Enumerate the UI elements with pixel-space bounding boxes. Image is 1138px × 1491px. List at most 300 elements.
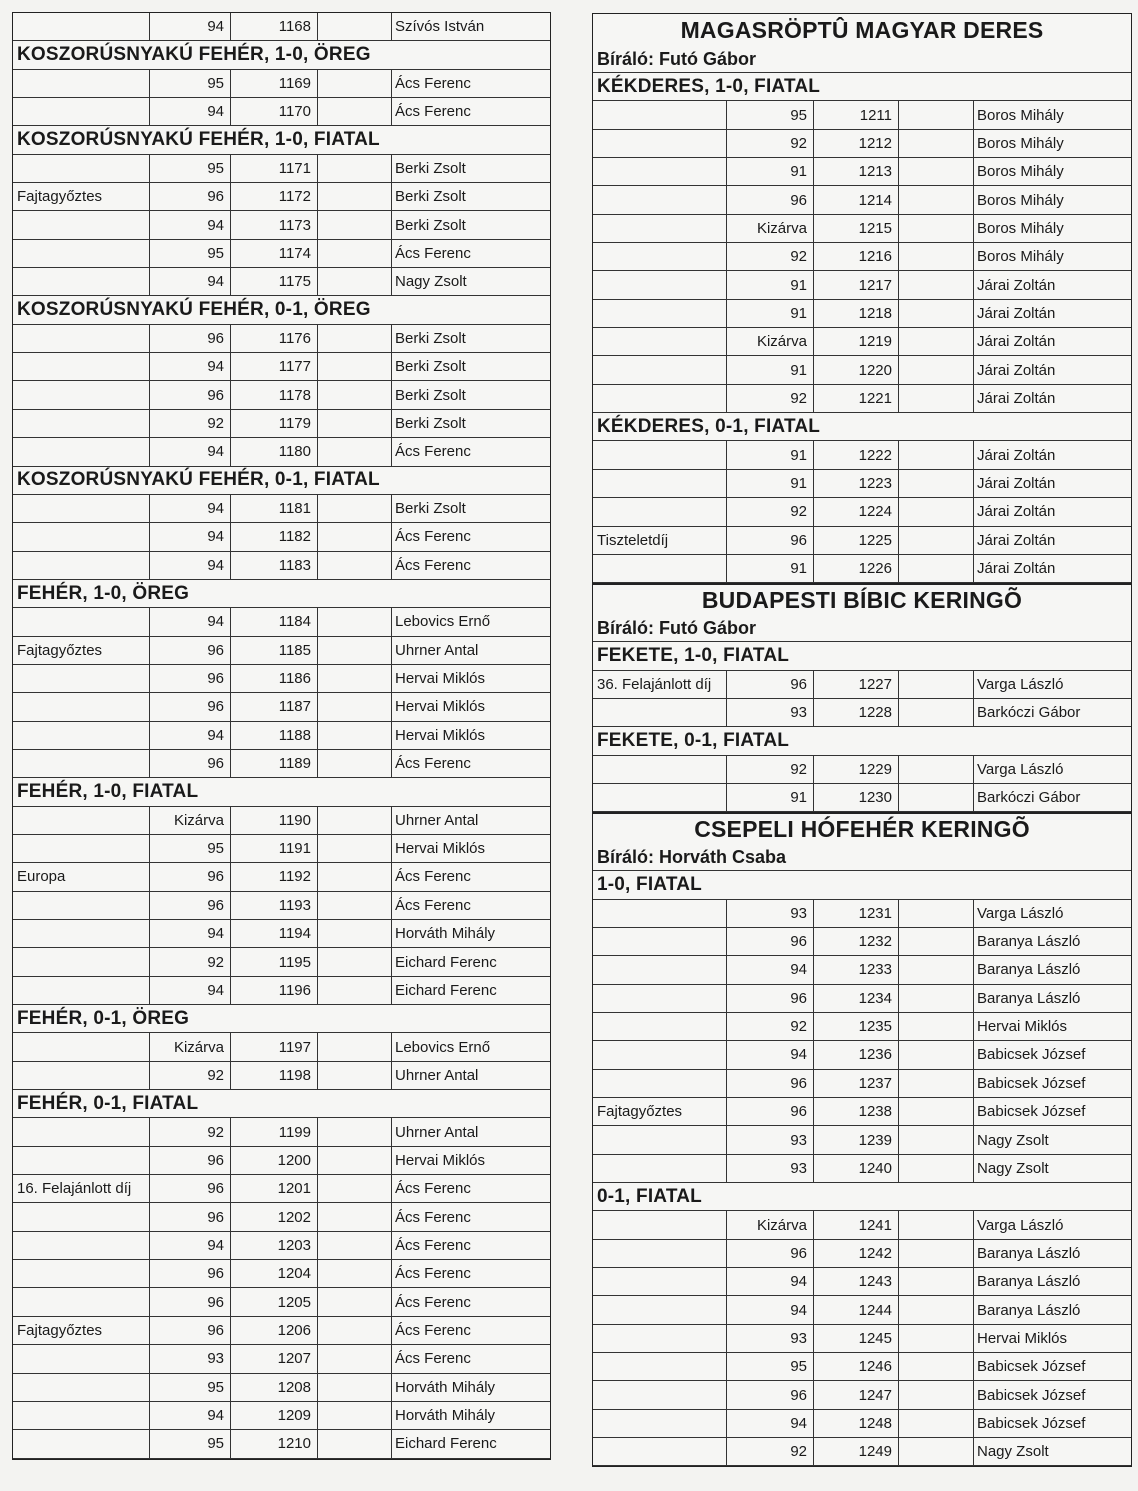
ring-number: 1171 — [278, 159, 311, 177]
owner-name: Uhrner Antal — [395, 641, 479, 659]
ring-number: 1214 — [858, 191, 892, 209]
owner-name: Hervai Miklós — [395, 698, 486, 716]
breed-heading — [593, 812, 1131, 845]
entry-row — [593, 101, 1131, 129]
ring-number: 1197 — [278, 1038, 311, 1056]
entry-row — [593, 243, 1131, 271]
category-heading — [13, 1090, 550, 1118]
owner-name: Uhrner Antal — [395, 1123, 479, 1141]
ring-number: 1233 — [858, 961, 892, 979]
category-heading — [13, 296, 550, 324]
owner-name: Ács Ferenc — [395, 868, 471, 886]
score: 96 — [207, 1265, 224, 1283]
owner-name: Babicsek József — [977, 1358, 1086, 1376]
category-heading — [593, 413, 1131, 441]
category-title: FEKETE, 1-0, FIATAL — [597, 644, 790, 666]
owner-name: Barkóczi Gábor — [977, 704, 1081, 722]
entry-row — [593, 671, 1131, 699]
ring-number: 1178 — [278, 386, 311, 404]
entry-row — [593, 1240, 1131, 1268]
entry-row — [13, 1175, 550, 1203]
award-note: 36. Felajánlott díj — [597, 675, 712, 693]
ring-number: 1201 — [277, 1180, 311, 1198]
judge-line — [593, 47, 1131, 73]
category-heading — [13, 778, 550, 806]
score: 96 — [790, 933, 807, 951]
award-note: Fajtagyőztes — [17, 1321, 103, 1339]
score: 96 — [207, 896, 224, 914]
score: 96 — [790, 675, 807, 693]
ring-number: 1232 — [858, 933, 892, 951]
category-heading — [593, 642, 1131, 670]
owner-name: Járai Zoltán — [977, 560, 1056, 578]
score: 94 — [207, 358, 224, 376]
ring-number: 1177 — [278, 358, 311, 376]
category-heading — [13, 580, 550, 608]
score: 92 — [207, 414, 224, 432]
owner-name: Baranya László — [977, 961, 1081, 979]
owner-name: Uhrner Antal — [395, 1066, 479, 1084]
owner-name: Babicsek József — [977, 1074, 1086, 1092]
entry-row — [593, 130, 1131, 158]
score: 94 — [207, 273, 224, 291]
owner-name: Eichard Ferenc — [395, 981, 497, 999]
entry-row — [13, 948, 550, 976]
owner-name: Berki Zsolt — [395, 358, 466, 376]
entry-row — [13, 1232, 550, 1260]
entry-row — [593, 985, 1131, 1013]
score: 91 — [790, 276, 807, 294]
owner-name: Ács Ferenc — [395, 1293, 471, 1311]
award-note: Fajtagyőztes — [17, 641, 103, 659]
ring-number: 1182 — [278, 528, 311, 546]
ring-number: 1241 — [858, 1216, 892, 1234]
owner-name: Ács Ferenc — [395, 74, 471, 92]
owner-name: Járai Zoltán — [977, 531, 1056, 549]
score: 96 — [790, 1074, 807, 1092]
owner-name: Varga László — [977, 760, 1064, 778]
entry-row — [13, 183, 550, 211]
entry-row — [13, 211, 550, 239]
score: 96 — [207, 755, 224, 773]
entry-row — [593, 356, 1131, 384]
entry-row — [13, 240, 550, 268]
ring-number: 1196 — [278, 981, 311, 999]
category-heading — [13, 467, 550, 495]
judge-name: Bíráló: Horváth Csaba — [597, 847, 787, 868]
owner-name: Berki Zsolt — [395, 329, 466, 347]
owner-name: Varga László — [977, 675, 1064, 693]
ring-number: 1191 — [278, 840, 311, 858]
score: 96 — [790, 1103, 807, 1121]
entry-row — [13, 552, 550, 580]
owner-name: Babicsek József — [977, 1046, 1086, 1064]
category-heading — [593, 727, 1131, 755]
owner-name: Horváth Mihály — [395, 1378, 496, 1396]
entry-row — [13, 807, 550, 835]
score: 96 — [207, 188, 224, 206]
score: 95 — [207, 159, 224, 177]
entry-row — [593, 328, 1131, 356]
ring-number: 1195 — [278, 953, 311, 971]
score: 92 — [790, 760, 807, 778]
breed-heading — [593, 583, 1131, 616]
score: 96 — [207, 1151, 224, 1169]
category-title: FEHÉR, 1-0, ÖREG — [17, 582, 190, 604]
ring-number: 1220 — [858, 361, 892, 379]
owner-name: Ács Ferenc — [395, 896, 471, 914]
entry-row — [13, 1147, 550, 1175]
entry-row — [13, 1317, 550, 1345]
owner-name: Nagy Zsolt — [977, 1159, 1049, 1177]
ring-number: 1193 — [278, 896, 311, 914]
owner-name: Járai Zoltán — [977, 474, 1056, 492]
ring-number: 1249 — [858, 1443, 892, 1461]
ring-number: 1236 — [858, 1046, 892, 1064]
entry-row — [13, 835, 550, 863]
entry-row — [13, 1260, 550, 1288]
ring-number: 1183 — [278, 556, 311, 574]
owner-name: Hervai Miklós — [977, 1018, 1068, 1036]
score: 92 — [207, 1123, 224, 1141]
ring-number: 1225 — [858, 531, 892, 549]
entry-row — [593, 1353, 1131, 1381]
entry-row — [13, 977, 550, 1005]
owner-name: Berki Zsolt — [395, 386, 466, 404]
entry-row — [593, 498, 1131, 526]
score: 91 — [790, 789, 807, 807]
owner-name: Eichard Ferenc — [395, 1435, 497, 1453]
score: 95 — [207, 1378, 224, 1396]
owner-name: Berki Zsolt — [395, 188, 466, 206]
owner-name: Uhrner Antal — [395, 811, 479, 829]
ring-number: 1238 — [858, 1103, 892, 1121]
ring-number: 1228 — [858, 704, 892, 722]
left-results-column — [12, 12, 551, 1460]
ring-number: 1213 — [858, 163, 892, 181]
score: 94 — [790, 1301, 807, 1319]
ring-number: 1227 — [858, 675, 892, 693]
entry-row — [593, 1268, 1131, 1296]
score: 95 — [207, 74, 224, 92]
score: 94 — [207, 500, 224, 518]
score: 92 — [207, 953, 224, 971]
entry-row — [593, 300, 1131, 328]
owner-name: Berki Zsolt — [395, 414, 466, 432]
owner-name: Eichard Ferenc — [395, 953, 497, 971]
owner-name: Berki Zsolt — [395, 159, 466, 177]
owner-name: Babicsek József — [977, 1386, 1086, 1404]
ring-number: 1242 — [858, 1244, 892, 1262]
owner-name: Varga László — [977, 1216, 1064, 1234]
owner-name: Boros Mihály — [977, 191, 1064, 209]
entry-row — [593, 441, 1131, 469]
ring-number: 1185 — [278, 641, 311, 659]
owner-name: Járai Zoltán — [977, 503, 1056, 521]
ring-number: 1209 — [277, 1407, 311, 1425]
score: 94 — [207, 925, 224, 943]
category-title: FEHÉR, 1-0, FIATAL — [17, 780, 199, 802]
ring-number: 1205 — [277, 1293, 311, 1311]
owner-name: Ács Ferenc — [395, 755, 471, 773]
owner-name: Hervai Miklós — [395, 1151, 486, 1169]
entry-row — [593, 699, 1131, 727]
owner-name: Hervai Miklós — [395, 726, 486, 744]
entry-row — [593, 900, 1131, 928]
entry-row — [13, 1118, 550, 1146]
category-title: 1-0, FIATAL — [597, 873, 702, 895]
category-title: 0-1, FIATAL — [597, 1185, 702, 1207]
entry-row — [13, 1345, 550, 1373]
ring-number: 1187 — [278, 698, 311, 716]
entry-row — [593, 385, 1131, 413]
score: 93 — [790, 1131, 807, 1149]
ring-number: 1210 — [277, 1435, 311, 1453]
entry-row — [13, 722, 550, 750]
category-heading — [593, 1183, 1131, 1211]
right-results-column — [592, 13, 1132, 1467]
owner-name: Boros Mihály — [977, 106, 1064, 124]
score: 95 — [207, 840, 224, 858]
ring-number: 1245 — [858, 1329, 892, 1347]
category-title: FEHÉR, 0-1, ÖREG — [17, 1007, 190, 1029]
ring-number: 1172 — [278, 188, 311, 206]
owner-name: Baranya László — [977, 933, 1081, 951]
entry-row — [13, 1374, 550, 1402]
ring-number: 1244 — [858, 1301, 892, 1319]
score: 94 — [207, 726, 224, 744]
ring-number: 1175 — [278, 273, 311, 291]
ring-number: 1173 — [278, 216, 311, 234]
score: 96 — [790, 1244, 807, 1262]
entry-row — [13, 750, 550, 778]
owner-name: Ács Ferenc — [395, 103, 471, 121]
owner-name: Nagy Zsolt — [977, 1131, 1049, 1149]
entry-row — [593, 1013, 1131, 1041]
ring-number: 1192 — [278, 868, 311, 886]
owner-name: Ács Ferenc — [395, 1350, 471, 1368]
ring-number: 1194 — [278, 925, 311, 943]
entry-row — [593, 1098, 1131, 1126]
score: 94 — [207, 528, 224, 546]
score: 94 — [207, 216, 224, 234]
entry-row — [13, 920, 550, 948]
entry-row — [593, 1041, 1131, 1069]
score: 96 — [207, 1293, 224, 1311]
entry-row — [593, 1381, 1131, 1409]
category-title: KÉKDERES, 1-0, FIATAL — [597, 75, 821, 97]
entry-row — [593, 1325, 1131, 1353]
breed-heading — [593, 14, 1131, 47]
entry-row — [593, 1070, 1131, 1098]
ring-number: 1208 — [277, 1378, 311, 1396]
owner-name: Varga László — [977, 904, 1064, 922]
entry-row — [13, 637, 550, 665]
owner-name: Boros Mihály — [977, 219, 1064, 237]
score: 94 — [207, 1236, 224, 1254]
ring-number: 1206 — [277, 1321, 311, 1339]
owner-name: Hervai Miklós — [395, 670, 486, 688]
entry-row — [13, 1033, 550, 1061]
score: 96 — [207, 1208, 224, 1226]
ring-number: 1202 — [277, 1208, 311, 1226]
owner-name: Hervai Miklós — [977, 1329, 1068, 1347]
owner-name: Szívós István — [395, 18, 485, 36]
score: 96 — [207, 386, 224, 404]
ring-number: 1188 — [278, 726, 311, 744]
ring-number: 1211 — [859, 106, 892, 124]
owner-name: Ács Ferenc — [395, 1208, 471, 1226]
score: 96 — [207, 1321, 224, 1339]
entry-row — [13, 892, 550, 920]
entry-row — [593, 784, 1131, 812]
owner-name: Ács Ferenc — [395, 443, 471, 461]
entry-row — [13, 863, 550, 891]
ring-number: 1237 — [858, 1074, 892, 1092]
owner-name: Járai Zoltán — [977, 389, 1056, 407]
score: 96 — [790, 191, 807, 209]
score: 96 — [790, 989, 807, 1007]
ring-number: 1174 — [278, 244, 311, 262]
ring-number: 1212 — [858, 134, 892, 152]
ring-number: 1204 — [277, 1265, 311, 1283]
owner-name: Boros Mihály — [977, 134, 1064, 152]
score: 92 — [207, 1066, 224, 1084]
entry-row — [13, 325, 550, 353]
ring-number: 1248 — [858, 1414, 892, 1432]
ring-number: 1247 — [858, 1386, 892, 1404]
ring-number: 1190 — [278, 811, 311, 829]
ring-number: 1218 — [858, 304, 892, 322]
ring-number: 1168 — [278, 18, 311, 36]
score: 94 — [207, 556, 224, 574]
score: 96 — [207, 329, 224, 347]
ring-number: 1217 — [858, 276, 892, 294]
owner-name: Ács Ferenc — [395, 556, 471, 574]
ring-number: 1234 — [858, 989, 892, 1007]
owner-name: Babicsek József — [977, 1103, 1086, 1121]
ring-number: 1219 — [858, 333, 892, 351]
score: 92 — [790, 389, 807, 407]
score: 94 — [207, 1407, 224, 1425]
score: 93 — [790, 1329, 807, 1347]
category-heading — [13, 126, 550, 154]
ring-number: 1239 — [858, 1131, 892, 1149]
owner-name: Ács Ferenc — [395, 1321, 471, 1339]
owner-name: Ács Ferenc — [395, 1265, 471, 1283]
owner-name: Berki Zsolt — [395, 216, 466, 234]
entry-row — [593, 215, 1131, 243]
score: 95 — [790, 106, 807, 124]
owner-name: Járai Zoltán — [977, 333, 1056, 351]
entry-row — [13, 410, 550, 438]
ring-number: 1216 — [858, 248, 892, 266]
ring-number: 1200 — [277, 1151, 311, 1169]
owner-name: Babicsek József — [977, 1414, 1086, 1432]
award-note: Europa — [17, 868, 66, 886]
entry-row — [13, 1430, 550, 1458]
entry-row — [593, 928, 1131, 956]
ring-number: 1184 — [278, 613, 311, 631]
owner-name: Járai Zoltán — [977, 361, 1056, 379]
owner-name: Ács Ferenc — [395, 1236, 471, 1254]
entry-row — [13, 608, 550, 636]
entry-row — [13, 70, 550, 98]
score: 93 — [790, 704, 807, 722]
score: 95 — [207, 1435, 224, 1453]
owner-name: Ács Ferenc — [395, 528, 471, 546]
score: 96 — [207, 1180, 224, 1198]
owner-name: Ács Ferenc — [395, 244, 471, 262]
score: 96 — [207, 868, 224, 886]
category-heading — [593, 871, 1131, 899]
ring-number: 1169 — [278, 74, 311, 92]
score: 96 — [207, 698, 224, 716]
ring-number: 1199 — [278, 1123, 311, 1141]
ring-number: 1215 — [858, 219, 892, 237]
ring-number: 1176 — [278, 329, 311, 347]
entry-row — [593, 1211, 1131, 1239]
entry-row — [13, 495, 550, 523]
score: 91 — [790, 474, 807, 492]
entry-row — [593, 1410, 1131, 1438]
ring-number: 1181 — [278, 500, 311, 518]
ring-number: 1189 — [278, 755, 311, 773]
breed-title: MAGASRÖPTÛ MAGYAR DERES — [680, 17, 1044, 43]
category-title: FEHÉR, 0-1, FIATAL — [17, 1092, 199, 1114]
ring-number: 1179 — [278, 414, 311, 432]
award-note: 16. Felajánlott díj — [17, 1180, 132, 1198]
score: 92 — [790, 134, 807, 152]
entry-row — [593, 271, 1131, 299]
owner-name: Baranya László — [977, 1244, 1081, 1262]
owner-name: Nagy Zsolt — [395, 273, 467, 291]
award-note: Fajtagyőztes — [17, 188, 103, 206]
score: 96 — [207, 670, 224, 688]
ring-number: 1224 — [858, 503, 892, 521]
ring-number: 1170 — [278, 103, 311, 121]
score: 94 — [207, 613, 224, 631]
score: 95 — [790, 1358, 807, 1376]
category-title: FEKETE, 0-1, FIATAL — [597, 729, 790, 751]
score: 92 — [790, 1443, 807, 1461]
entry-row — [593, 956, 1131, 984]
award-note: Tiszteletdíj — [597, 531, 669, 549]
entry-row — [593, 555, 1131, 583]
entry-row — [13, 381, 550, 409]
score: 94 — [790, 1414, 807, 1432]
owner-name: Horváth Mihály — [395, 925, 496, 943]
category-heading — [13, 41, 550, 69]
score: 91 — [790, 361, 807, 379]
ring-number: 1222 — [858, 446, 892, 464]
score: 96 — [790, 1386, 807, 1404]
entry-row — [593, 1126, 1131, 1154]
judge-name: Bíráló: Futó Gábor — [597, 618, 756, 639]
owner-name: Barkóczi Gábor — [977, 789, 1081, 807]
entry-row — [13, 1062, 550, 1090]
score: 95 — [207, 244, 224, 262]
score: 94 — [207, 443, 224, 461]
score: Kizárva — [756, 1216, 807, 1234]
score: 94 — [790, 961, 807, 979]
owner-name: Járai Zoltán — [977, 276, 1056, 294]
entry-row — [13, 268, 550, 296]
owner-name: Boros Mihály — [977, 163, 1064, 181]
score: Kizárva — [173, 811, 224, 829]
entry-row — [593, 1296, 1131, 1324]
score: 91 — [790, 304, 807, 322]
